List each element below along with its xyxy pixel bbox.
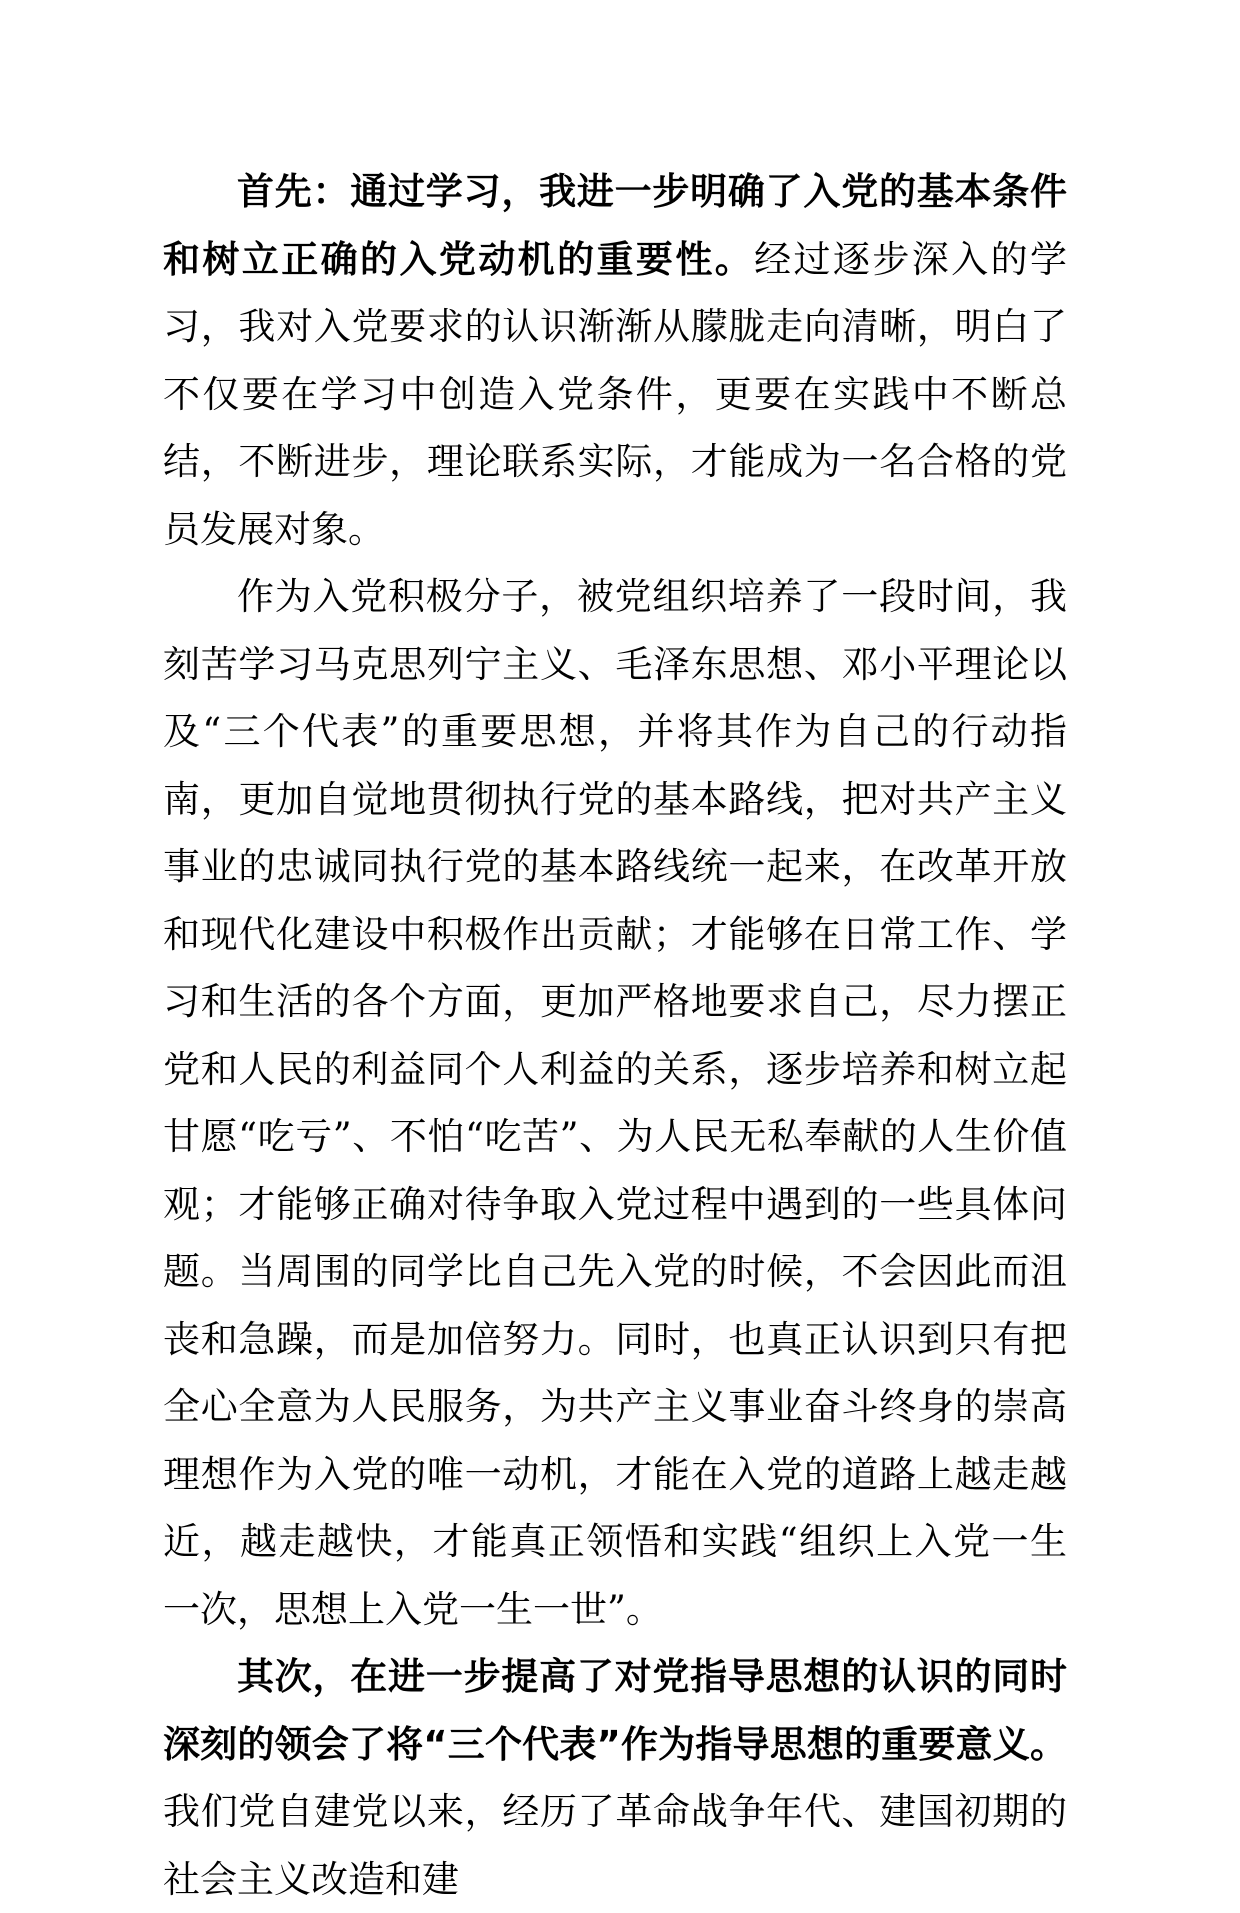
paragraph-second bbox=[163, 563, 1067, 1643]
paragraph-text: 作为入党积极分子，被党组织培养了一段时间，我刻苦学习马克思列宁主义、毛泽东思想、邓小平理论以及“三个代表”的重要思想，并将其作为自己的行动指南，更加自觉地贯彻执行党的基本路线，把对共产主义事业的忠诚同执行党的基本路线统一起来，在改革开放和现代化建设中积极作出贡献；才能够在日常工作、学习和生活的各个方面，更加严格地要求自己，尽力摆正党和人民的利益同个人利益的关系，逐步培养和树立起甘愿“吃亏”、不怕“吃苦”、为人民无私奉献的人生价值观；才能够正确对待争取入党过程中遇到的一些具体问题。当周围的同学比自己先入党的时候，不会因此而沮丧和急躁，而是加倍努力。同时，也真正认识到只有把全心全意为人民服务，为共产主义事业奋斗终身的崇高理想作为入党的唯一动机，才能在入党的道路上越走越近，越走越快，才能真正领悟和实践“组织上入党一生一次，思想上入党一生一世”。 bbox=[163, 575, 1067, 1631]
paragraph-text: 经过逐步深入的学习，我对入党要求的认识渐渐从朦胧走向清晰，明白了不仅要在学习中创造入党条件，更要在实践中不断总结，不断进步，理论联系实际，才能成为一名合格的党员发展对象。 bbox=[163, 237, 1068, 551]
paragraph-third bbox=[163, 1643, 1067, 1913]
paragraph-heading-second: 其次，在进一步提高了对党指导思想的认识的同时深刻的领会了将“三个代表”作为指导思想的重要意义。 bbox=[163, 1655, 1067, 1766]
paragraph-heading-first: 首先：通过学习，我进一步明确了入党的基本条件和树立正确的入党动机的重要性。 bbox=[163, 170, 1067, 281]
paragraph-first bbox=[163, 158, 1067, 563]
paragraph-text: 我们党自建党以来，经历了革命战争年代、建国初期的社会主义改造和建 bbox=[163, 1790, 1067, 1901]
document-page bbox=[163, 158, 1067, 1913]
